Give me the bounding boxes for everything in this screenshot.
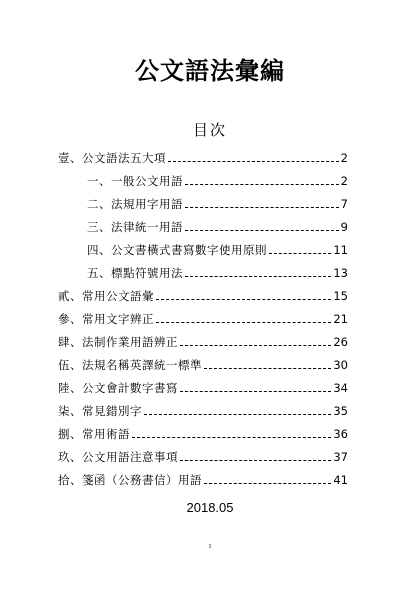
toc-entry-1 <box>58 143 348 166</box>
toc-entry-label: 參、常用文字辨正 <box>58 312 154 326</box>
document-date: 2018.05 <box>186 500 234 515</box>
toc-heading: 目次 <box>192 121 227 139</box>
toc-entry-7 <box>58 396 348 419</box>
toc-entry-10 <box>58 465 348 488</box>
toc-entry-1-3 <box>58 212 348 235</box>
toc-entry-page: 37 <box>333 450 348 464</box>
toc-entry-page: 30 <box>333 358 348 372</box>
toc-entry-1-2 <box>58 189 348 212</box>
toc-dotted-leader <box>180 460 331 461</box>
table-of-contents <box>58 143 348 488</box>
toc-entry-page: 36 <box>333 427 348 441</box>
toc-entry-label: 一、一般公文用語 <box>87 174 183 188</box>
toc-entry-label: 柒、常見錯別字 <box>58 404 142 418</box>
toc-dotted-leader <box>156 322 331 323</box>
toc-entry-label: 玖、公文用語注意事項 <box>58 450 178 464</box>
toc-dotted-leader <box>185 207 339 208</box>
toc-entry-1-4 <box>58 235 348 258</box>
toc-entry-8 <box>58 419 348 442</box>
toc-entry-label: 貳、常用公文語彙 <box>58 289 154 303</box>
toc-entry-page: 35 <box>333 404 348 418</box>
toc-entry-label: 四、公文書橫式書寫數字使用原則 <box>87 243 267 257</box>
toc-dotted-leader <box>185 230 339 231</box>
toc-entry-page: 34 <box>333 381 348 395</box>
toc-entry-4 <box>58 327 348 350</box>
document-title: 公文語法彙編 <box>135 56 285 85</box>
toc-dotted-leader <box>204 483 331 484</box>
toc-entry-label: 陸、公文會計數字書寫 <box>58 381 178 395</box>
toc-entry-1-1 <box>58 166 348 189</box>
toc-entry-2 <box>58 281 348 304</box>
toc-entry-label: 壹、公文語法五大項 <box>58 151 166 165</box>
toc-dotted-leader <box>180 345 331 346</box>
toc-entry-1-5 <box>58 258 348 281</box>
toc-entry-label: 五、標點符號用法 <box>87 266 183 280</box>
toc-dotted-leader <box>185 276 331 277</box>
toc-entry-9 <box>58 442 348 465</box>
toc-entry-page: 11 <box>333 243 348 257</box>
toc-dotted-leader <box>204 368 331 369</box>
toc-dotted-leader <box>269 253 331 254</box>
toc-entry-3 <box>58 304 348 327</box>
toc-entry-page: 26 <box>333 335 348 349</box>
toc-dotted-leader <box>156 299 331 300</box>
toc-entry-label: 二、法規用字用語 <box>87 197 183 211</box>
toc-dotted-leader <box>144 414 331 415</box>
toc-entry-label: 肆、法制作業用語辨正 <box>58 335 178 349</box>
toc-entry-page: 15 <box>333 289 348 303</box>
toc-entry-label: 伍、法規名稱英譯統一標準 <box>58 358 202 372</box>
toc-entry-page: 9 <box>340 220 348 234</box>
toc-dotted-leader <box>185 184 339 185</box>
toc-entry-page: 2 <box>340 174 348 188</box>
toc-entry-page: 21 <box>333 312 348 326</box>
toc-dotted-leader <box>168 161 339 162</box>
toc-entry-label: 拾、箋函（公務書信）用語 <box>58 473 202 487</box>
toc-dotted-leader <box>180 391 331 392</box>
toc-entry-6 <box>58 373 348 396</box>
toc-entry-page: 7 <box>340 197 348 211</box>
toc-dotted-leader <box>132 437 331 438</box>
toc-entry-page: 2 <box>340 151 348 165</box>
toc-entry-label: 捌、常用術語 <box>58 427 130 441</box>
toc-entry-label: 三、法律統一用語 <box>87 220 183 234</box>
toc-entry-page: 13 <box>333 266 348 280</box>
toc-entry-5 <box>58 350 348 373</box>
page-number: 1 <box>208 544 212 550</box>
toc-entry-page: 41 <box>333 473 348 487</box>
